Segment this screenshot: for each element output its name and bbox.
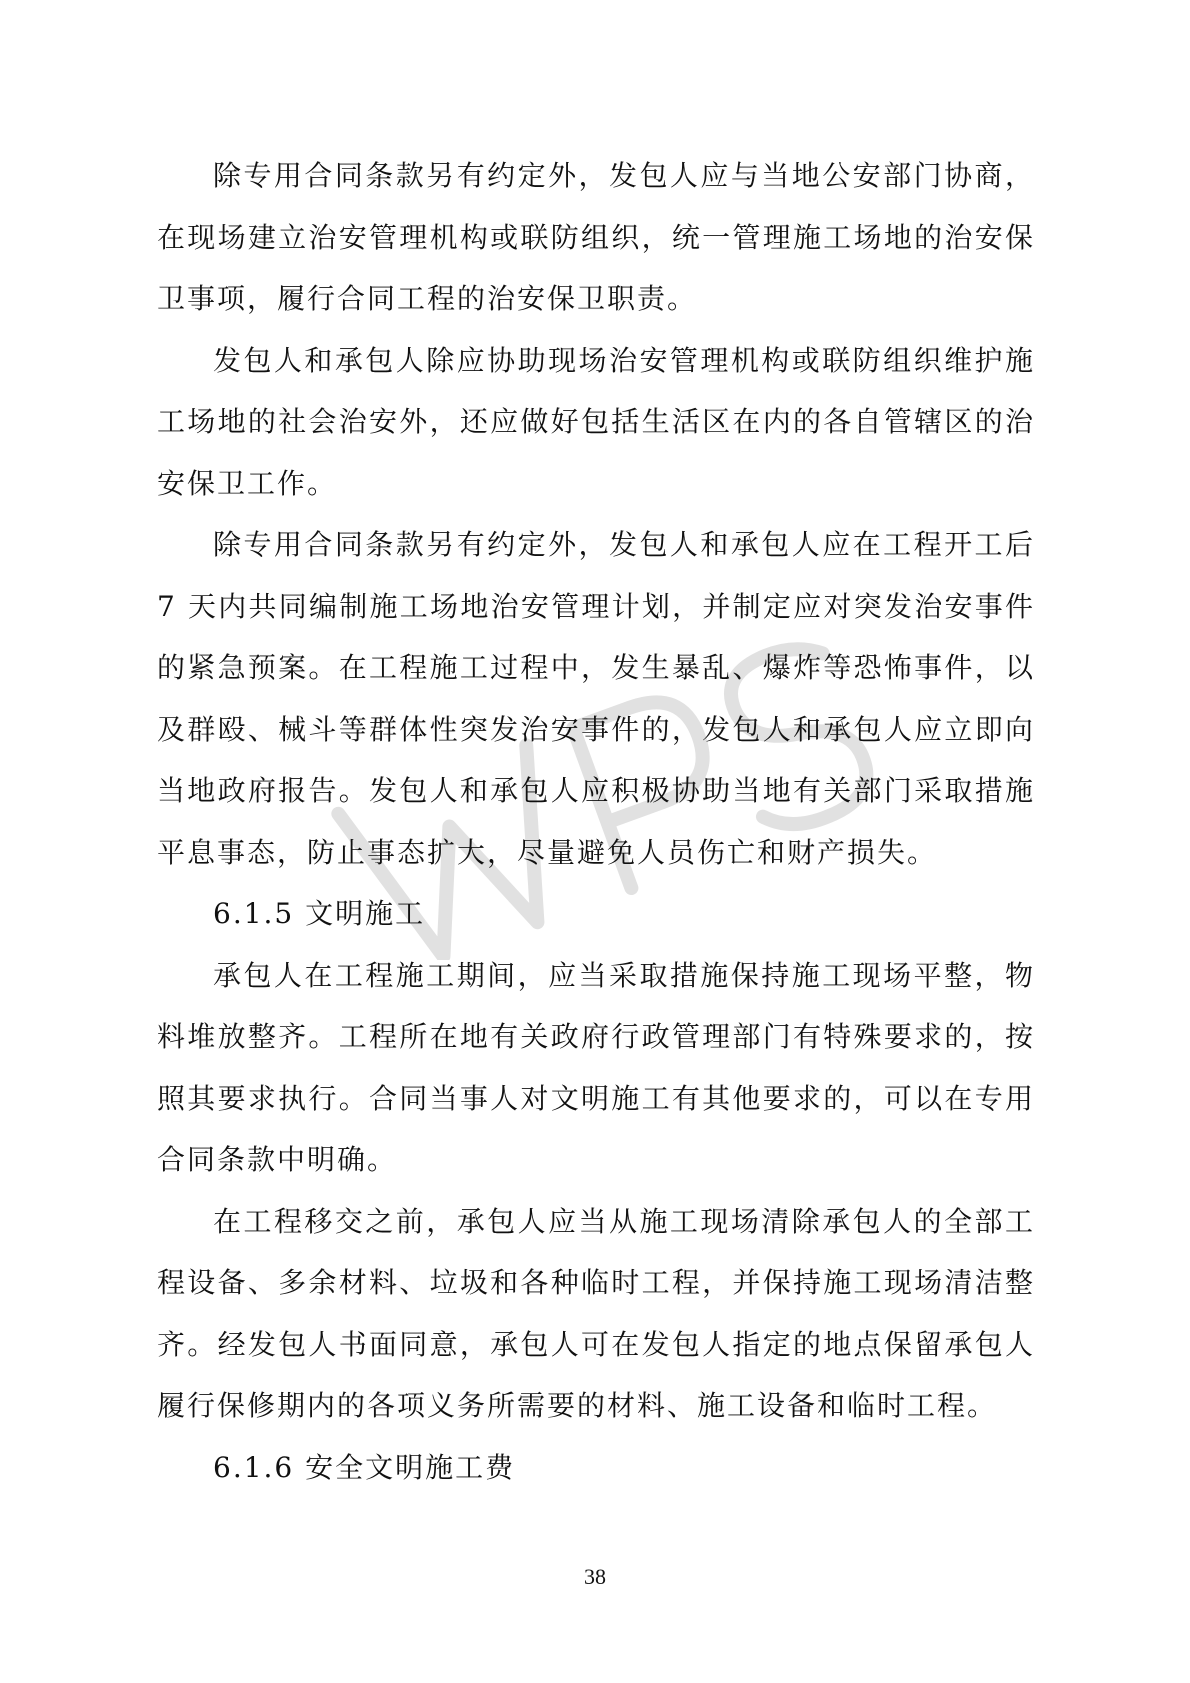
document-body <box>157 145 1035 1498</box>
paragraph-civilized-construction: 承包人在工程施工期间，应当采取措施保持施工现场平整，物料堆放整齐。工程所在地有关政府行政管理部门有特殊要求的，按照其要求执行。合同当事人对文明施工有其他要求的，可以在专用合同条款中明确。 <box>157 958 1035 1176</box>
paragraph-security-agency: 除专用合同条款另有约定外，发包人应与当地公安部门协商，在现场建立治安管理机构或联防组织，统一管理施工场地的治安保卫事项，履行合同工程的治安保卫职责。 <box>157 159 1035 315</box>
section-heading-6-1-5: 6.1.5 文明施工 <box>213 897 426 930</box>
paragraph-emergency-plan: 除专用合同条款另有约定外，发包人和承包人应在工程开工后 7 天内共同编制施工场地治安管理计划，并制定应对突发治安事件的紧急预案。在工程施工过程中，发生暴乱、爆炸等恐怖事件，以及群殴、械斗等群体性突发治安事件的，发包人和承包人应立即向当地政府报告。发包人和承包人应积极协助当地有关部门采取措施平息事态，防止事态扩大，尽量避免人员伤亡和财产损失。 <box>157 528 1035 869</box>
paragraph-security-duties: 发包人和承包人除应协助现场治安管理机构或联防组织维护施工场地的社会治安外，还应做好包括生活区在内的各自管辖区的治安保卫工作。 <box>157 343 1035 500</box>
section-heading-6-1-6: 6.1.6 安全文明施工费 <box>213 1450 516 1484</box>
page-number: 38 <box>584 1564 606 1589</box>
paragraph-site-clearance: 在工程移交之前，承包人应当从施工现场清除承包人的全部工程设备、多余材料、垃圾和各种临时工程，并保持施工现场清洁整齐。经发包人书面同意，承包人可在发包人指定的地点保留承包人履行保修期内的各项义务所需要的材料、施工设备和临时工程。 <box>157 1204 1035 1422</box>
